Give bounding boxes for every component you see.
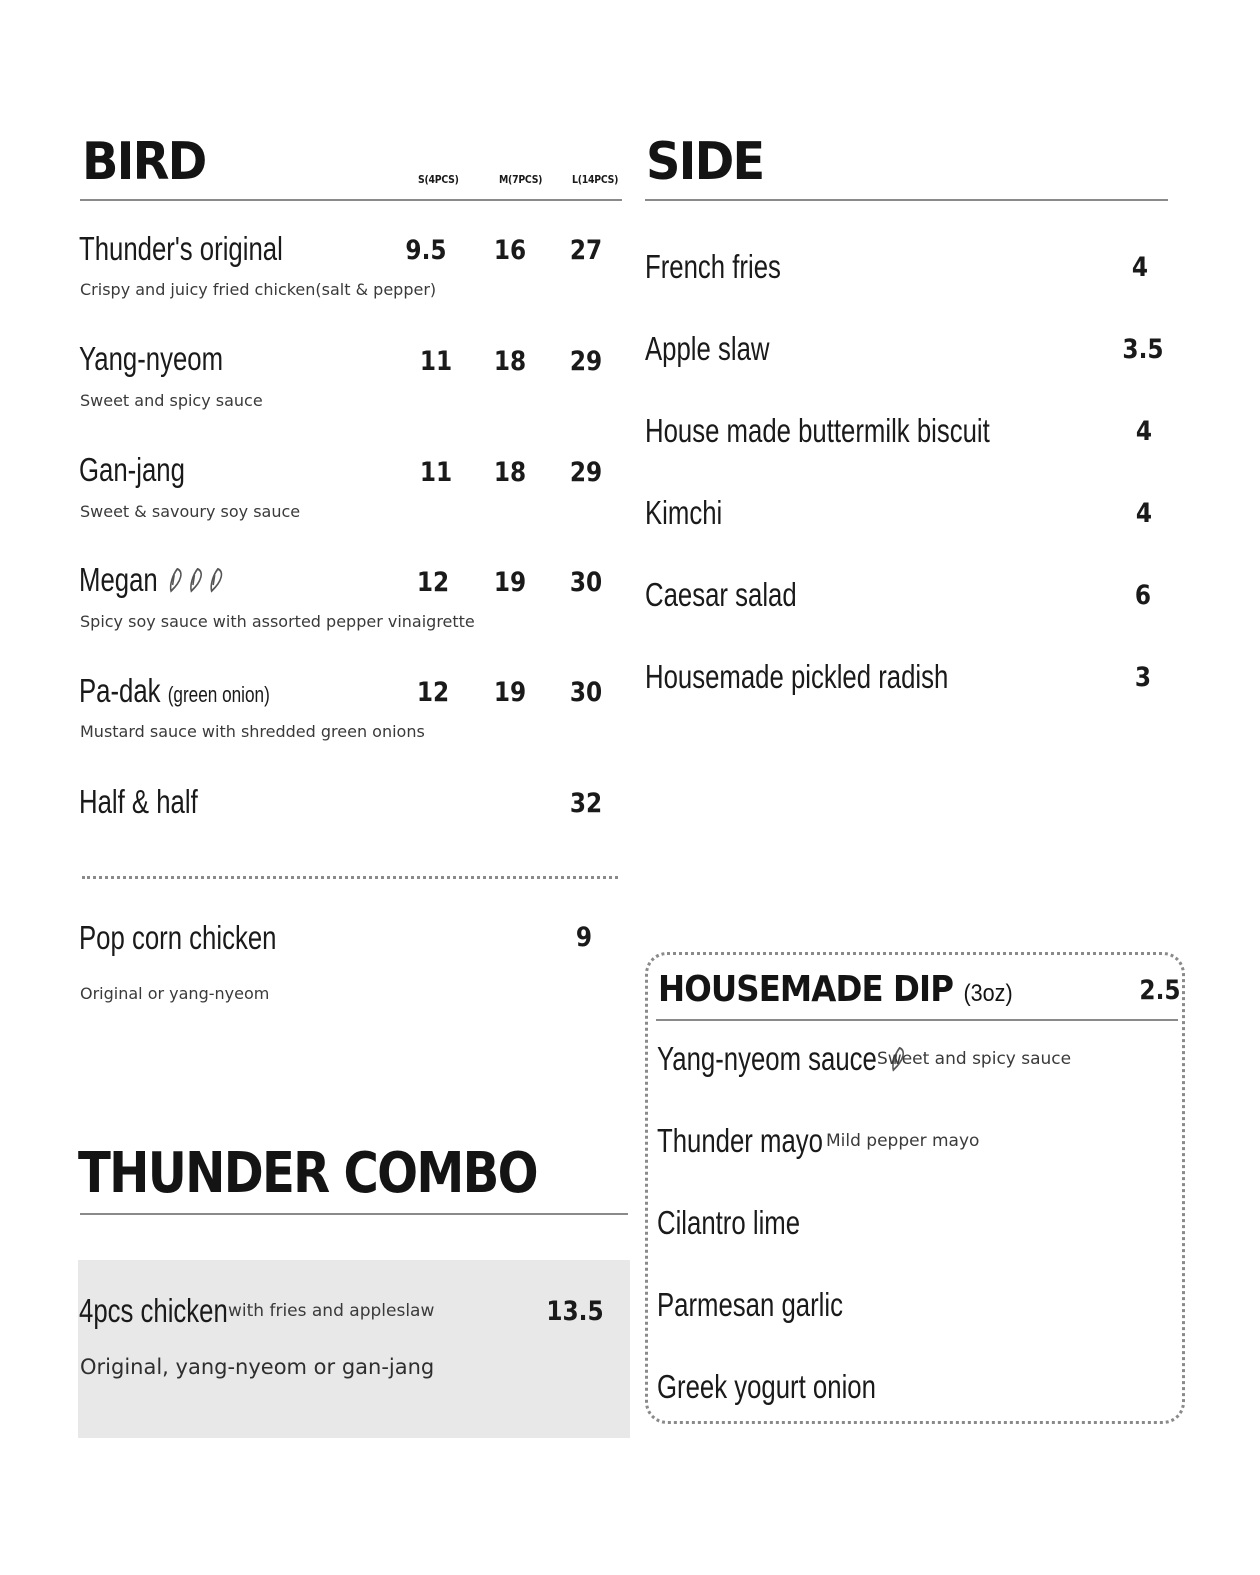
side-item-name: Apple slaw (645, 330, 770, 367)
bird-item-desc: Crispy and juicy fried chicken(salt & pepper) (80, 280, 437, 299)
side-heading: SIDE (646, 132, 764, 192)
combo-item-note: with fries and appleslaw (228, 1301, 435, 1321)
price-large: 27 (569, 235, 603, 266)
bird-heading: BIRD (82, 132, 206, 192)
bird-item-desc: Sweet and spicy sauce (80, 391, 263, 410)
price-medium: 18 (493, 457, 527, 488)
size-label-small: S(4PCS) (418, 173, 459, 186)
dip-item-name: Cilantro lime (657, 1204, 801, 1241)
price-small: 12 (416, 567, 450, 598)
price-small: 11 (419, 346, 453, 377)
side-item-price: 4 (1131, 252, 1149, 283)
dip-item-note: Sweet and spicy sauce (877, 1049, 1072, 1069)
combo-item-desc: Original, yang-nyeom or gan-jang (80, 1355, 435, 1379)
section-divider (82, 876, 618, 879)
price-large: 30 (569, 677, 603, 708)
dip-heading-rule (656, 1019, 1178, 1021)
price-large: 30 (569, 567, 603, 598)
bird-item-desc: Spicy soy sauce with assorted pepper vinaigrette (80, 612, 475, 631)
side-item-price: 4 (1135, 498, 1153, 529)
popcorn-name: Pop corn chicken (79, 919, 277, 956)
dip-item-name: Thunder mayo (657, 1122, 823, 1159)
bird-item-name (79, 674, 270, 707)
price-medium: 19 (493, 567, 527, 598)
price-medium: 18 (493, 346, 527, 377)
bird-item-name: Half & half (79, 783, 198, 820)
side-item-price: 4 (1135, 416, 1153, 447)
combo-panel (78, 1260, 630, 1438)
dip-item-name (657, 1042, 907, 1079)
price-medium: 19 (493, 677, 527, 708)
popcorn-desc: Original or yang-nyeom (80, 984, 270, 1003)
chili-pepper-icon (166, 565, 230, 600)
dip-item-name: Greek yogurt onion (657, 1368, 876, 1405)
combo-heading-rule (80, 1213, 628, 1215)
bird-item-desc: Mustard sauce with shredded green onions (80, 722, 425, 741)
size-label-large: L(14PCS) (572, 173, 619, 186)
bird-item-name: Thunder's original (79, 230, 283, 267)
bird-item-name-text: Megan (79, 561, 158, 598)
price-small: 9.5 (405, 235, 447, 266)
dip-size: (3oz) (963, 980, 1013, 1007)
combo-item-name-text: 4pcs chicken (79, 1292, 228, 1329)
side-item-name: Caesar salad (645, 576, 797, 613)
dip-item-name-text: Yang-nyeom sauce (657, 1040, 877, 1077)
price-large: 29 (569, 346, 603, 377)
bird-item-name-text: Pa-dak (79, 672, 161, 709)
bird-item-desc: Sweet & savoury soy sauce (80, 502, 301, 521)
combo-item-name (79, 1294, 228, 1327)
dip-heading (658, 969, 1013, 1010)
dip-heading-text: HOUSEMADE DIP (658, 969, 954, 1010)
dip-price: 2.5 (1139, 975, 1181, 1006)
bird-item-name (79, 563, 230, 600)
bird-item-name: Gan-jang (79, 451, 185, 488)
side-item-name: House made buttermilk biscuit (645, 412, 990, 449)
price-medium: 16 (493, 235, 527, 266)
size-label-medium: M(7PCS) (499, 173, 543, 186)
combo-heading: THUNDER COMBO (78, 1141, 537, 1206)
dip-item-note: Mild pepper mayo (826, 1131, 980, 1151)
side-item-name: Kimchi (645, 494, 723, 531)
popcorn-price: 9 (575, 922, 593, 953)
side-heading-rule (645, 199, 1168, 201)
price-large: 32 (569, 788, 603, 819)
price-small: 11 (419, 457, 453, 488)
side-item-price: 3 (1134, 662, 1152, 693)
dip-panel (645, 952, 1185, 1424)
price-small: 12 (416, 677, 450, 708)
bird-heading-rule (80, 199, 622, 201)
price-large: 29 (569, 457, 603, 488)
side-item-name: French fries (645, 248, 781, 285)
bird-item-note: (green onion) (167, 682, 270, 707)
dip-item-name: Parmesan garlic (657, 1286, 843, 1323)
side-item-price: 6 (1134, 580, 1152, 611)
bird-item-name: Yang-nyeom (79, 340, 224, 377)
side-item-name: Housemade pickled radish (645, 658, 949, 695)
side-item-price: 3.5 (1122, 334, 1164, 365)
combo-price: 13.5 (546, 1296, 604, 1327)
